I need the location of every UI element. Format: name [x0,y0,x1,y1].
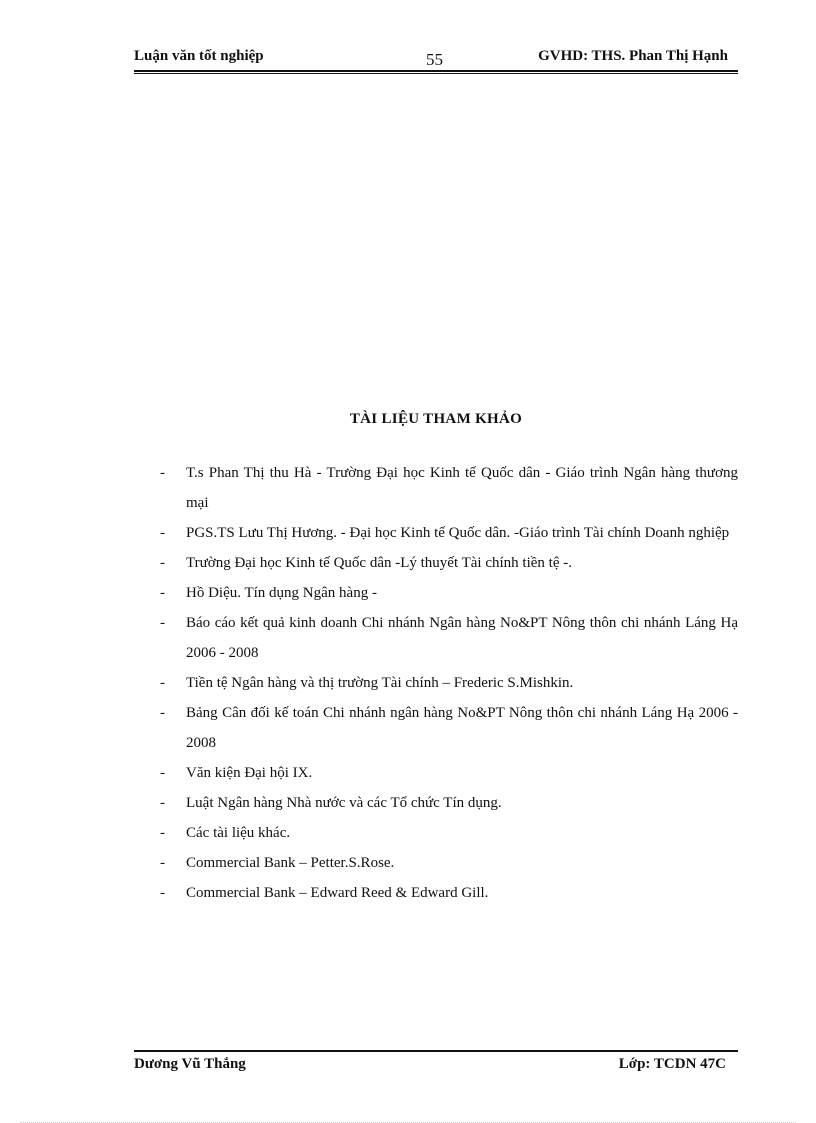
reference-item [160,848,738,878]
reference-item [160,818,738,848]
footer-divider [134,1050,738,1052]
bullet-dash: - [160,585,165,601]
reference-item [160,518,738,548]
bullet-dash: - [160,615,165,631]
reference-item [160,698,738,758]
reference-text: Commercial Bank – Edward Reed & Edward Gill. [186,885,489,901]
header-supervisor: GVHD: THS. Phan Thị Hạnh [538,48,728,64]
reference-text: Hồ Diệu. Tín dụng Ngân hàng - [186,585,377,601]
reference-item [160,578,738,608]
bullet-dash: - [160,825,165,841]
bullet-dash: - [160,525,165,541]
reference-item [160,788,738,818]
reference-text: Báo cáo kết quả kinh doanh Chi nhánh Ngân hàng No&PT Nông thôn chi nhánh Láng Hạ 2006 - 2008 [186,615,738,661]
bullet-dash: - [160,765,165,781]
reference-list [160,458,738,908]
page-footer [134,1056,738,1078]
reference-item [160,758,738,788]
reference-text: T.s Phan Thị thu Hà - Trường Đại học Kinh tế Quốc dân - Giáo trình Ngân hàng thương mại [186,465,738,511]
reference-text: PGS.TS Lưu Thị Hương. - Đại học Kinh tế Quốc dân. -Giáo trình Tài chính Doanh nghiệp [186,525,730,541]
reference-text: Bảng Cân đối kế toán Chi nhánh ngân hàng No&PT Nông thôn chi nhánh Láng Hạ 2006 - 2008 [186,705,738,751]
bullet-dash: - [160,795,165,811]
reference-text: Văn kiện Đại hội IX. [186,765,313,781]
bullet-dash: - [160,555,165,571]
reference-item [160,608,738,668]
section-title: TÀI LIỆU THAM KHẢO [349,411,523,427]
bullet-dash: - [160,675,165,691]
reference-item [160,548,738,578]
bullet-dash: - [160,855,165,871]
reference-text: Commercial Bank – Petter.S.Rose. [186,855,395,871]
reference-text: Tiền tệ Ngân hàng và thị trường Tài chính – Frederic S.Mishkin. [186,675,574,691]
header-thesis-label: Luận văn tốt nghiệp [134,48,264,64]
bullet-dash: - [160,465,165,481]
reference-item [160,458,738,518]
page-header [134,48,738,70]
reference-text: Luật Ngân hàng Nhà nước và các Tổ chức Tín dụng. [186,795,502,811]
page-number: 55 [426,50,443,69]
bullet-dash: - [160,885,165,901]
footer-author: Dương Vũ Thắng [134,1056,246,1072]
reference-text: Các tài liệu khác. [186,825,291,841]
reference-text: Trường Đại học Kinh tế Quốc dân -Lý thuyết Tài chính tiền tệ -. [186,555,572,571]
reference-item [160,668,738,698]
header-divider [134,70,738,74]
footer-class: Lớp: TCDN 47C [618,1056,726,1072]
reference-item [160,878,738,908]
bullet-dash: - [160,705,165,721]
